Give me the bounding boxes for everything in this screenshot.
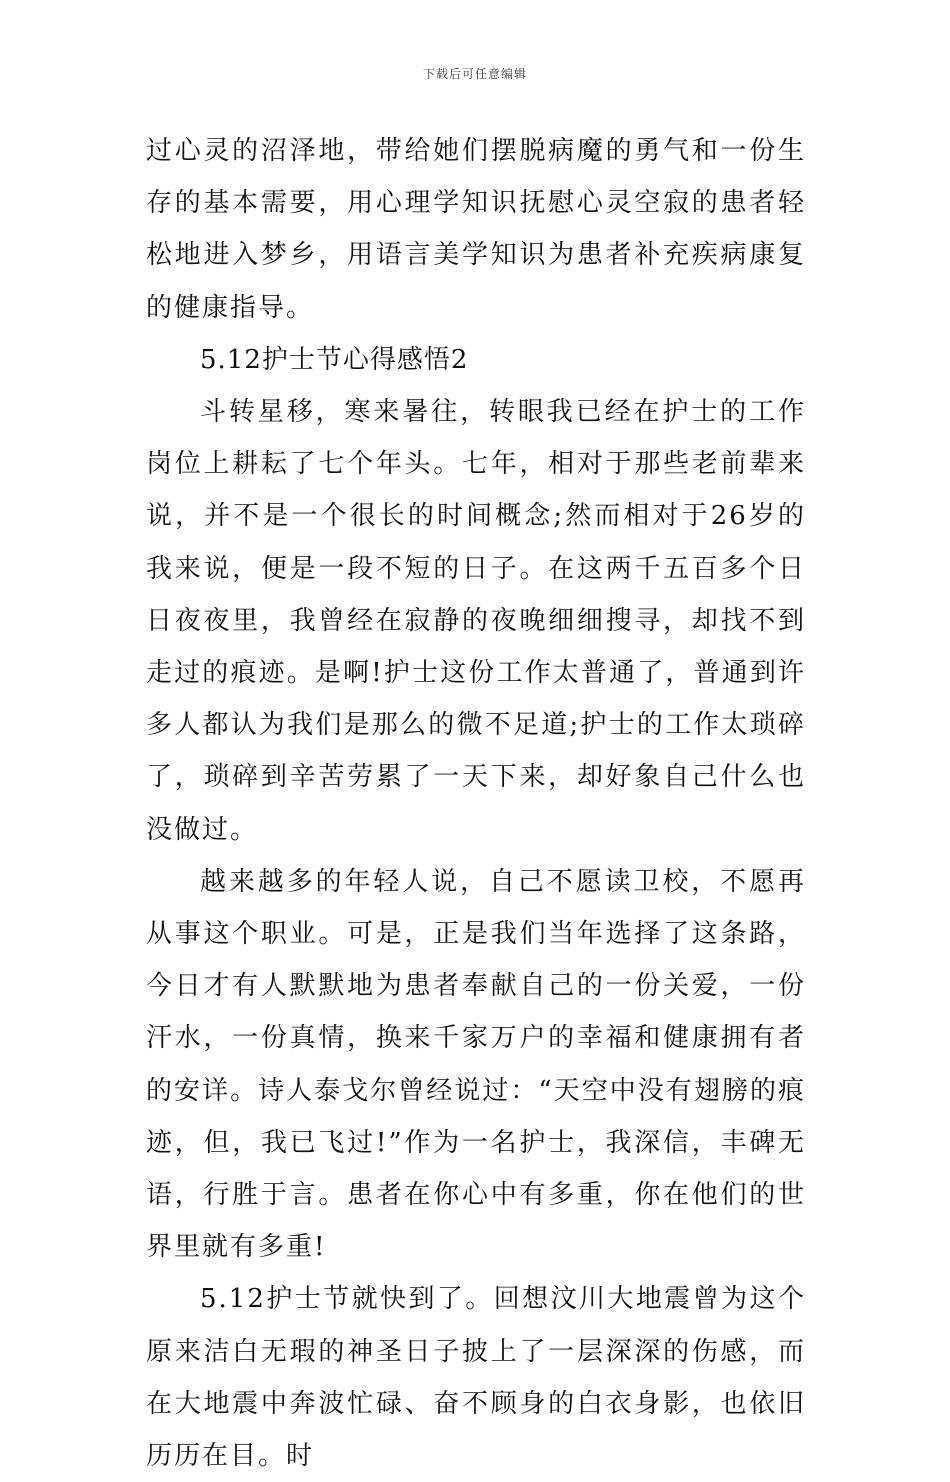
paragraph: 5.12护士节就快到了。回想汶川大地震曾为这个原来洁白无瑕的神圣日子披上了一层深深的伤感，而在大地震中奔波忙碌、奋不顾身的白衣身影，也依旧历历在目。时: [146, 1284, 806, 1472]
page-header-note: 下载后可任意编辑: [422, 67, 527, 81]
document-body: [146, 125, 806, 1482]
paragraph: 越来越多的年轻人说，自己不愿读卫校，不愿再从事这个职业。可是，正是我们当年选择了这条路，今日才有人默默地为患者奉献自己的一份关爱，一份汗水，一份真情，换来千家万户的幸福和健康拥有者的安详。诗人泰戈尔曾经说过：“天空中没有翅膀的痕迹，但，我已飞过!”作为一名护士，我深信，丰碑无语，行胜于言。患者在你心中有多重，你在他们的世界里就有多重!: [146, 866, 806, 1263]
paragraph: 斗转星移，寒来暑往，转眼我已经在护士的工作岗位上耕耘了七个年头。七年，相对于那些老前辈来说，并不是一个很长的时间概念;然而相对于26岁的我来说，便是一段不短的日子。在这两千五百多个日日夜夜里，我曾经在寂静的夜晚细细搜寻，却找不到走过的痕迹。是啊!护士这份工作太普通了，普通到许多人都认为我们是那么的微不足道;护士的工作太琐碎了，琐碎到辛苦劳累了一天下来，却好象自己什么也没做过。: [146, 397, 806, 845]
paragraph-continuation: 过心灵的沼泽地，带给她们摆脱病魔的勇气和一份生存的基本需要，用心理学知识抚慰心灵空寂的患者轻松地进入梦乡，用语言美学知识为患者补充疾病康复的健康指导。: [146, 136, 806, 323]
section-heading: 5.12护士节心得感悟2: [200, 344, 469, 375]
